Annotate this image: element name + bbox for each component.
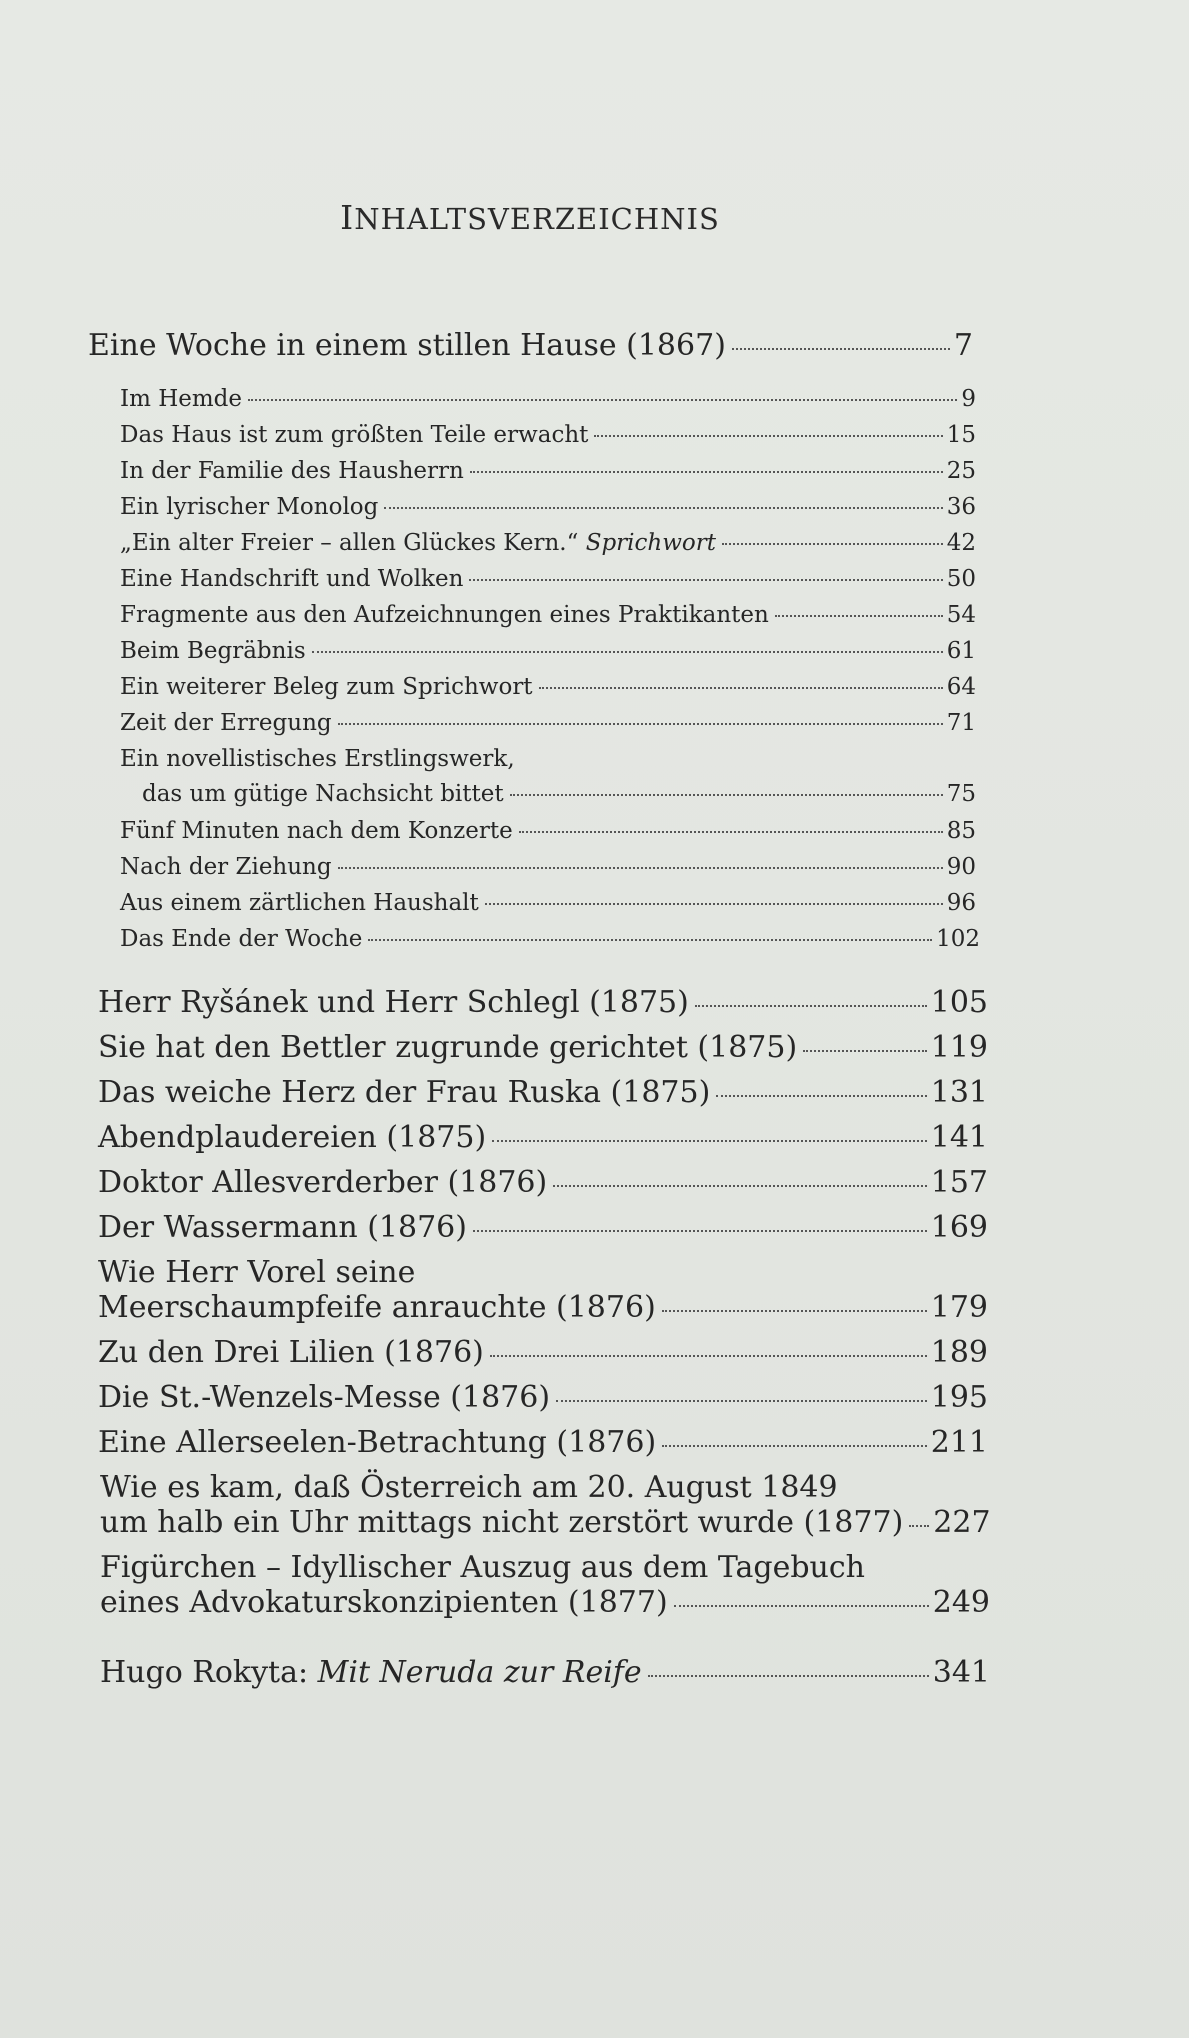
dot-leader xyxy=(470,471,943,473)
dot-leader xyxy=(695,1005,927,1007)
entry-page-number: 179 xyxy=(930,1290,988,1325)
dot-leader xyxy=(716,1095,926,1097)
dot-leader xyxy=(473,1230,927,1232)
dot-leader xyxy=(722,543,943,545)
entry-page-number: 157 xyxy=(930,1165,988,1200)
entry-title: Doktor Allesverderber (1876) xyxy=(98,1165,548,1200)
entry-title: Eine Handschrift und Wolken xyxy=(120,566,464,592)
toc-entry-sub xyxy=(120,638,976,664)
dot-leader xyxy=(368,939,932,941)
toc-entry-main xyxy=(100,1505,990,1540)
toc-entry-sub xyxy=(120,458,976,484)
toc-entry-main xyxy=(98,1290,988,1325)
dot-leader xyxy=(492,1140,927,1142)
entry-page-number: 102 xyxy=(936,926,980,952)
entry-page-number: 75 xyxy=(946,781,976,807)
entry-title: Das Haus ist zum größten Teile erwacht xyxy=(120,422,589,448)
dot-leader xyxy=(674,1605,929,1607)
entry-title: das um gütige Nachsicht bittet xyxy=(142,781,504,807)
toc-entry-main xyxy=(98,1165,988,1200)
toc-entry-sub xyxy=(120,422,976,448)
entry-title: Fünf Minuten nach dem Konzerte xyxy=(120,818,513,844)
entry-title: Sie hat den Bettler zugrunde gerichtet (1875) xyxy=(98,1030,798,1065)
entry-title: eines Advokaturskonzipienten (1877) xyxy=(100,1585,668,1620)
entry-title: Fragmente aus den Aufzeichnungen eines Praktikanten xyxy=(120,602,769,628)
entry-page-number: 42 xyxy=(946,530,976,556)
dot-leader xyxy=(248,399,957,401)
toc-entry-main xyxy=(100,1585,990,1620)
entry-title: Der Wassermann (1876) xyxy=(98,1210,467,1245)
toc-entry-sub xyxy=(120,890,976,916)
entry-title: Im Hemde xyxy=(120,386,243,412)
entry-page-number: 71 xyxy=(946,710,976,736)
entry-page-number: 249 xyxy=(932,1585,990,1620)
toc-entry-sub xyxy=(120,854,976,880)
entry-page-number: 341 xyxy=(932,1655,990,1690)
entry-page-number: 211 xyxy=(930,1425,988,1460)
entry-title: Abendplaudereien (1875) xyxy=(98,1120,487,1155)
toc-entry-main xyxy=(98,1335,988,1370)
dot-leader xyxy=(662,1310,927,1312)
toc-entry-sub xyxy=(120,566,976,592)
dot-leader xyxy=(312,651,943,653)
dot-leader xyxy=(485,903,943,905)
toc-entry-sub xyxy=(120,710,976,736)
entry-title: Aus einem zärtlichen Haushalt xyxy=(120,890,479,916)
dot-leader xyxy=(803,1050,927,1052)
toc-entry-main xyxy=(98,1120,988,1155)
entry-page-number: 9 xyxy=(961,386,976,412)
toc-entry-main-line1: Wie es kam, daß Österreich am 20. August 1849 xyxy=(100,1470,838,1505)
page-title: INHALTSVERZEICHNIS xyxy=(340,198,720,237)
entry-title: Nach der Ziehung xyxy=(120,854,332,880)
entry-page-number: 50 xyxy=(946,566,976,592)
entry-page-number: 90 xyxy=(946,854,976,880)
dot-leader xyxy=(732,348,950,350)
dot-leader xyxy=(775,615,943,617)
entry-page-number: 61 xyxy=(946,638,976,664)
toc-entry-sub xyxy=(120,530,976,556)
dot-leader xyxy=(556,1400,927,1402)
dot-leader xyxy=(338,723,943,725)
dot-leader xyxy=(662,1445,927,1447)
entry-title: In der Familie des Hausherrn xyxy=(120,458,464,484)
entry-page-number: 131 xyxy=(930,1075,988,1110)
entry-title: „Ein alter Freier – allen Glückes Kern.“ Sprichwort xyxy=(120,530,716,556)
toc-entry-sub xyxy=(142,781,976,807)
dot-leader xyxy=(490,1355,927,1357)
toc-entry-sub xyxy=(120,494,976,520)
entry-page-number: 85 xyxy=(946,818,976,844)
entry-title: Zeit der Erregung xyxy=(120,710,332,736)
toc-entry-sub xyxy=(120,926,980,952)
entry-page-number: 54 xyxy=(946,602,976,628)
toc-entry-sub xyxy=(120,818,976,844)
entry-title: Zu den Drei Lilien (1876) xyxy=(98,1335,484,1370)
entry-title: Beim Begräbnis xyxy=(120,638,306,664)
entry-title-italic: Mit Neruda zur Reife xyxy=(317,1655,642,1690)
toc-entry-main-line1: Figürchen – Idyllischer Auszug aus dem Tagebuch xyxy=(100,1550,865,1585)
entry-page-number: 15 xyxy=(946,422,976,448)
entry-page-number: 96 xyxy=(946,890,976,916)
entry-page-number: 141 xyxy=(930,1120,988,1155)
entry-title: Die St.-Wenzels-Messe (1876) xyxy=(98,1380,551,1415)
entry-title: Das weiche Herz der Frau Ruska (1875) xyxy=(98,1075,711,1110)
entry-page-number: 169 xyxy=(930,1210,988,1245)
dot-leader xyxy=(594,435,942,437)
entry-title: Das Ende der Woche xyxy=(120,926,363,952)
dot-leader xyxy=(553,1185,927,1187)
toc-entry-sub xyxy=(120,386,976,412)
toc-entry-main xyxy=(98,1075,988,1110)
entry-page-number: 189 xyxy=(930,1335,988,1370)
toc-entry-sub xyxy=(120,602,976,628)
dot-leader xyxy=(338,867,943,869)
toc-entry-main xyxy=(98,1380,988,1415)
dot-leader xyxy=(909,1525,929,1527)
dot-leader xyxy=(469,579,942,581)
entry-page-number: 7 xyxy=(953,328,973,363)
entry-page-number: 105 xyxy=(930,985,988,1020)
toc-entry-sub xyxy=(120,674,976,700)
entry-title: Herr Ryšánek und Herr Schlegl (1875) xyxy=(98,985,689,1020)
entry-page-number: 227 xyxy=(933,1505,991,1540)
entry-title: um halb ein Uhr mittags nicht zerstört wurde (1877) xyxy=(100,1505,904,1540)
entry-title: Ein weiterer Beleg zum Sprichwort xyxy=(120,674,533,700)
toc-entry-main xyxy=(98,1030,988,1065)
entry-page-number: 25 xyxy=(946,458,976,484)
entry-page-number: 36 xyxy=(946,494,976,520)
toc-entry-afterword xyxy=(100,1655,990,1690)
entry-title: Eine Allerseelen-Betrachtung (1876) xyxy=(98,1425,657,1460)
entry-title-italic: Sprichwort xyxy=(585,530,716,556)
entry-page-number: 119 xyxy=(930,1030,988,1065)
dot-leader xyxy=(510,794,943,796)
toc-entry-main xyxy=(88,328,973,363)
toc-entry-main xyxy=(98,1425,988,1460)
toc-entry-main xyxy=(98,985,988,1020)
entry-title: Meerschaumpfeife anrauchte (1876) xyxy=(98,1290,656,1325)
dot-leader xyxy=(648,1675,929,1677)
toc-entry-main-line1: Wie Herr Vorel seine xyxy=(98,1255,416,1290)
entry-title: Hugo Rokyta: Mit Neruda zur Reife xyxy=(100,1655,642,1690)
toc-entry-main xyxy=(98,1210,988,1245)
entry-page-number: 195 xyxy=(930,1380,988,1415)
dot-leader xyxy=(519,831,943,833)
entry-title: Eine Woche in einem stillen Hause (1867) xyxy=(88,328,726,363)
dot-leader xyxy=(539,687,943,689)
entry-page-number: 64 xyxy=(946,674,976,700)
dot-leader xyxy=(384,507,942,509)
toc-entry-sub-line1: Ein novellistisches Erstlingswerk, xyxy=(120,746,515,772)
entry-title: Ein lyrischer Monolog xyxy=(120,494,379,520)
